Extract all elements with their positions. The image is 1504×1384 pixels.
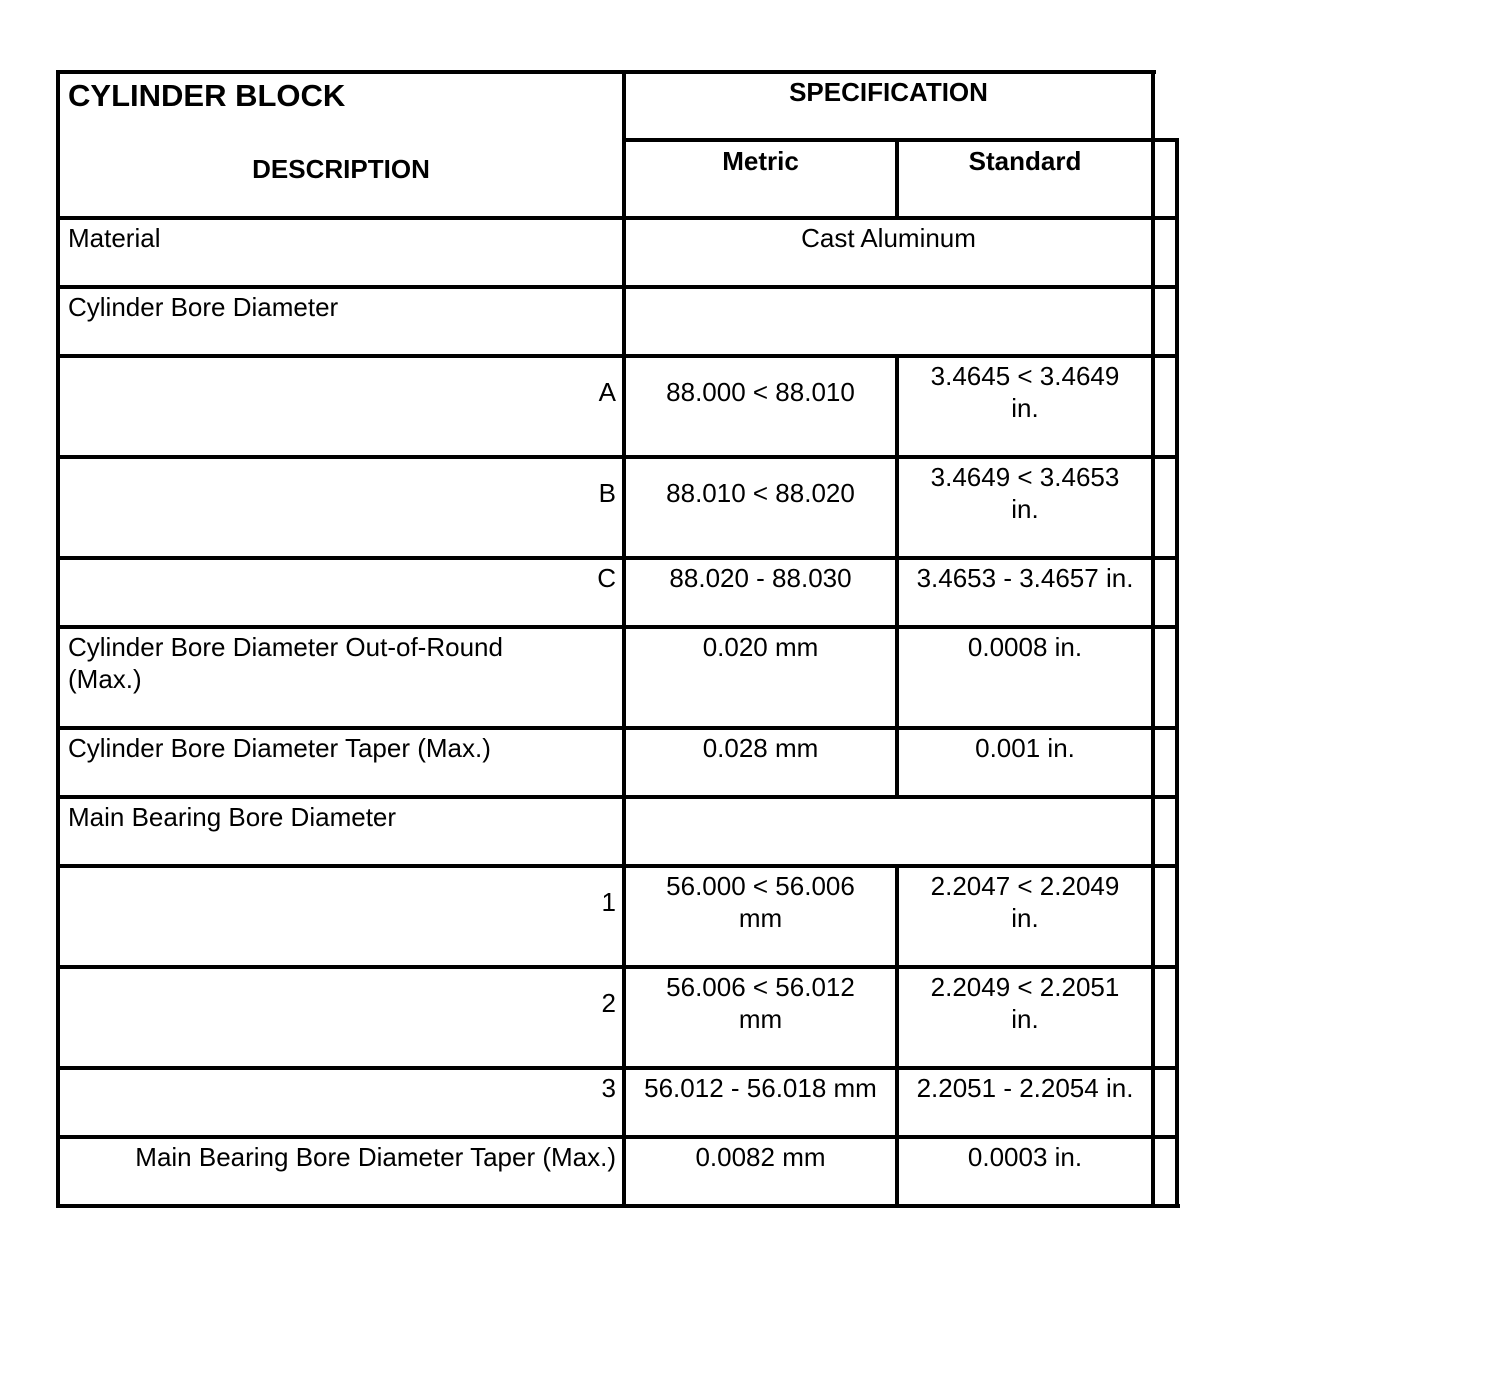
row-metric: 56.000 < 56.006 mm	[666, 871, 855, 933]
row-description: Cylinder Bore Diameter	[68, 292, 339, 322]
row-description: C	[597, 563, 616, 593]
table-rule	[58, 726, 1178, 730]
row-description: Main Bearing Bore Diameter Taper (Max.)	[135, 1142, 616, 1172]
row-description: Material	[68, 223, 161, 253]
table-rule	[58, 1066, 1178, 1070]
row-metric: 0.0082 mm	[695, 1142, 826, 1172]
table-rule	[58, 1135, 1178, 1139]
row-standard: 0.0008 in.	[967, 632, 1083, 662]
row-description: A	[598, 377, 616, 407]
table-border-left	[56, 70, 60, 1208]
row-description: Main Bearing Bore Diameter	[68, 802, 397, 832]
row-standard: 3.4645 < 3.4649 in.	[930, 361, 1120, 423]
metric-header: Metric	[722, 146, 799, 176]
row-metric: 0.020 mm	[702, 632, 819, 662]
row-description: Cylinder Bore Diameter Out-of-Round (Max.)	[68, 632, 503, 694]
description-header: DESCRIPTION	[252, 154, 430, 184]
spec-header: SPECIFICATION	[789, 77, 988, 107]
table-rule	[58, 965, 1178, 969]
table-rule	[58, 556, 1178, 560]
row-metric: 88.020 - 88.030	[669, 563, 852, 593]
table-divider	[1151, 70, 1155, 1208]
row-standard: 0.0003 in.	[967, 1142, 1083, 1172]
row-description: Cylinder Bore Diameter Taper (Max.)	[68, 733, 491, 763]
table-rule	[58, 455, 1178, 459]
row-metric: 88.010 < 88.020	[666, 478, 855, 508]
standard-header: Standard	[968, 146, 1082, 176]
row-standard: 2.2051 - 2.2054 in.	[916, 1073, 1134, 1103]
row-standard: 3.4649 < 3.4653 in.	[930, 462, 1120, 524]
row-metric: 88.000 < 88.010	[666, 377, 855, 407]
table-rule	[622, 138, 1178, 142]
table-border-right	[1175, 138, 1179, 1208]
table-rule	[58, 795, 1178, 799]
row-standard: 2.2047 < 2.2049 in.	[930, 871, 1120, 933]
table-rule	[58, 864, 1178, 868]
table-border-top	[56, 70, 1156, 74]
table-rule	[58, 354, 1178, 358]
table-rule	[58, 216, 1178, 220]
row-metric: 56.012 - 56.018 mm	[644, 1073, 877, 1103]
table-title: CYLINDER BLOCK	[68, 78, 346, 113]
table-border-bottom	[56, 1204, 1180, 1208]
row-description: 2	[601, 988, 616, 1018]
row-description: B	[598, 478, 616, 508]
row-description: 3	[601, 1073, 616, 1103]
row-standard: 0.001 in.	[975, 733, 1075, 763]
row-description: 1	[601, 887, 616, 917]
row-metric: 0.028 mm	[702, 733, 819, 763]
table-rule	[58, 285, 1178, 289]
row-standard: 2.2049 < 2.2051 in.	[930, 972, 1120, 1034]
row-standard: 3.4653 - 3.4657 in.	[916, 563, 1134, 593]
row-span-value: Cast Aluminum	[801, 223, 976, 253]
table-rule	[58, 625, 1178, 629]
row-metric: 56.006 < 56.012 mm	[666, 972, 855, 1034]
